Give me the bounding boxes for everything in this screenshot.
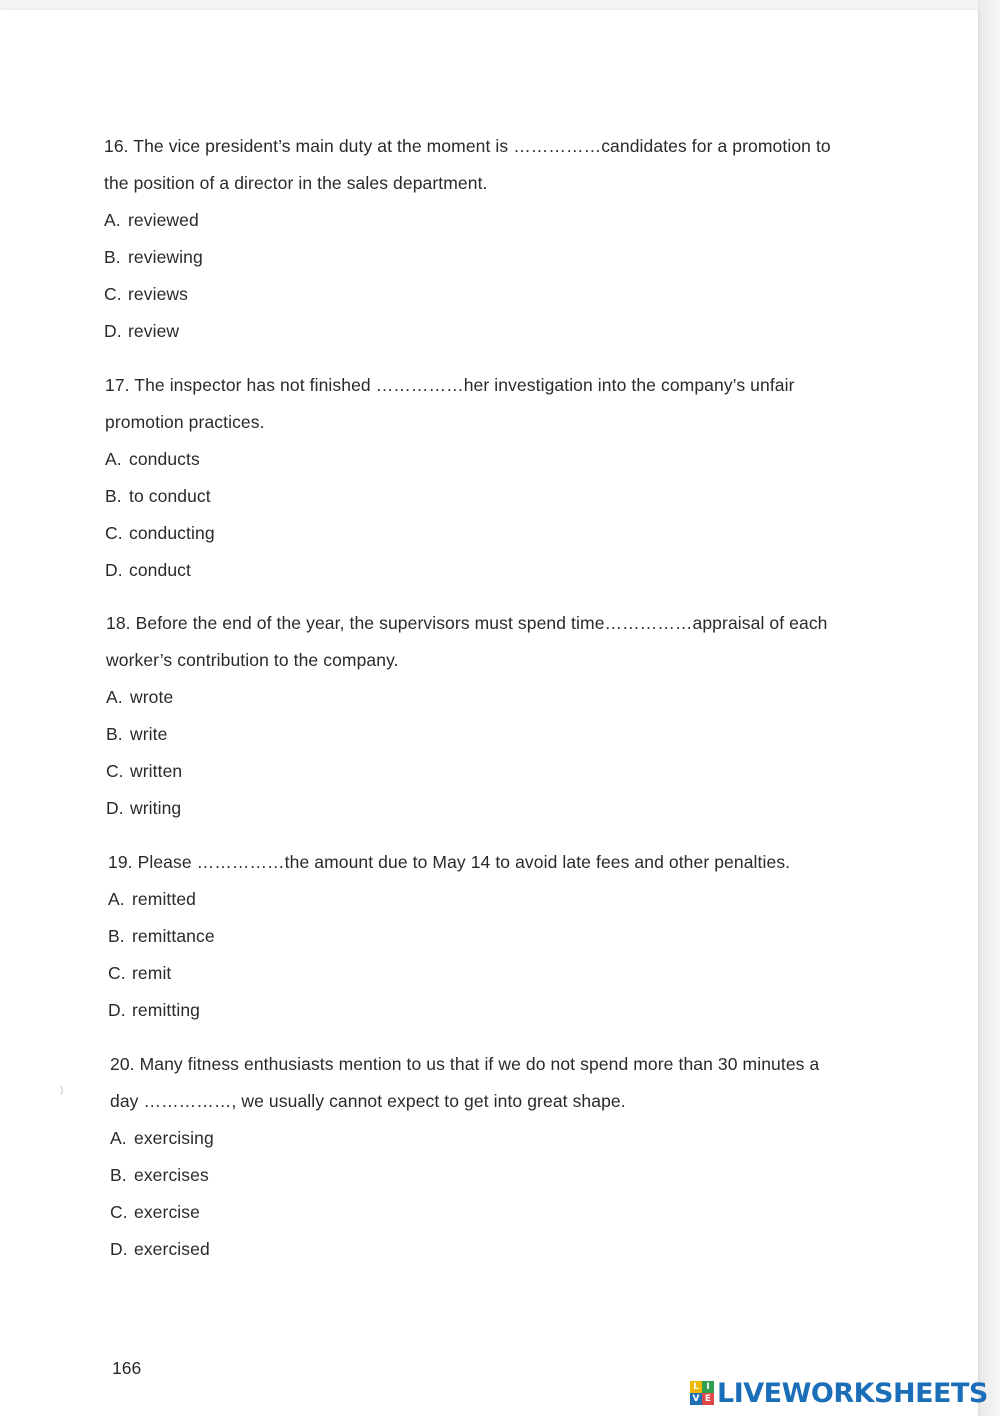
option-text: to conduct xyxy=(129,486,211,506)
answer-option-d[interactable] xyxy=(110,1237,819,1274)
option-letter: D. xyxy=(110,1239,128,1259)
question-20 xyxy=(110,1052,819,1274)
option-letter: C. xyxy=(105,523,123,543)
answer-option-d[interactable] xyxy=(105,558,795,595)
option-letter: C. xyxy=(110,1202,128,1222)
answer-option-a[interactable] xyxy=(104,208,831,245)
answer-option-c[interactable] xyxy=(110,1200,819,1237)
answer-option-d[interactable] xyxy=(108,998,790,1035)
question-stem-line: the position of a director in the sales department. xyxy=(104,173,488,193)
option-letter: A. xyxy=(110,1128,127,1148)
option-letter: D. xyxy=(108,1000,126,1020)
answer-option-d[interactable] xyxy=(104,319,831,356)
answer-option-c[interactable] xyxy=(104,282,831,319)
option-text: remitting xyxy=(132,1000,201,1020)
option-letter: D. xyxy=(104,321,122,341)
option-text: reviewing xyxy=(128,247,203,267)
option-text: exercises xyxy=(134,1165,209,1185)
option-letter: B. xyxy=(104,247,121,267)
option-text: exercising xyxy=(134,1128,214,1148)
brand-name: LIVEWORKSHEETS xyxy=(717,1377,988,1409)
answer-option-a[interactable] xyxy=(108,887,790,924)
answer-option-b[interactable] xyxy=(105,484,795,521)
answer-option-a[interactable] xyxy=(106,685,828,722)
question-stem-line: 17. The inspector has not finished ……………her investigation into the company’s unfair xyxy=(105,375,795,395)
answer-option-b[interactable] xyxy=(108,924,790,961)
option-letter: A. xyxy=(106,687,123,707)
option-letter: A. xyxy=(108,889,125,909)
option-letter: B. xyxy=(108,926,125,946)
option-letter: B. xyxy=(110,1165,127,1185)
answer-option-b[interactable] xyxy=(110,1163,819,1200)
page-number: 166 xyxy=(112,1358,142,1378)
option-text: reviews xyxy=(128,284,189,304)
option-letter: A. xyxy=(105,449,122,469)
worksheet-page xyxy=(0,10,978,1416)
option-text: wrote xyxy=(130,687,174,707)
answer-option-a[interactable] xyxy=(105,447,795,484)
option-text: writing xyxy=(130,798,182,818)
option-text: conduct xyxy=(129,560,191,580)
question-stem-line: 20. Many fitness enthusiasts mention to us that if we do not spend more than 30 minutes a xyxy=(110,1054,820,1074)
question-19 xyxy=(108,850,790,1035)
page-edge-shadow xyxy=(978,0,1000,1416)
liveworksheets-brand[interactable] xyxy=(690,1373,988,1413)
option-text: conducts xyxy=(129,449,200,469)
option-text: remit xyxy=(132,963,172,983)
option-text: exercised xyxy=(134,1239,210,1259)
liveworksheets-logo-icon: L I V E xyxy=(690,1381,714,1405)
question-stem-line: 18. Before the end of the year, the supervisors must spend time……………appraisal of each xyxy=(106,613,828,633)
option-letter: B. xyxy=(105,486,122,506)
option-letter: C. xyxy=(104,284,122,304)
option-text: write xyxy=(130,724,168,744)
answer-option-c[interactable] xyxy=(106,759,828,796)
answer-option-b[interactable] xyxy=(104,245,831,282)
answer-option-b[interactable] xyxy=(106,722,828,759)
option-letter: D. xyxy=(105,560,123,580)
question-17 xyxy=(105,373,795,595)
option-text: conducting xyxy=(129,523,215,543)
option-text: remitted xyxy=(132,889,197,909)
option-text: written xyxy=(130,761,183,781)
option-text: exercise xyxy=(134,1202,200,1222)
question-16 xyxy=(104,134,831,356)
question-stem-line: worker’s contribution to the company. xyxy=(106,650,399,670)
option-letter: D. xyxy=(106,798,124,818)
option-text: remittance xyxy=(132,926,215,946)
question-stem-line: 19. Please ……………the amount due to May 14 to avoid late fees and other penalties. xyxy=(108,852,791,872)
answer-option-d[interactable] xyxy=(106,796,828,833)
question-18 xyxy=(106,611,828,833)
answer-option-c[interactable] xyxy=(105,521,795,558)
option-letter: B. xyxy=(106,724,123,744)
question-stem-line: 16. The vice president’s main duty at the moment is ……………candidates for a promotion to xyxy=(104,136,831,156)
option-letter: A. xyxy=(104,210,121,230)
scan-speck: ) xyxy=(60,1085,64,1096)
option-text: reviewed xyxy=(128,210,199,230)
answer-option-c[interactable] xyxy=(108,961,790,998)
option-text: review xyxy=(128,321,180,341)
option-letter: C. xyxy=(106,761,124,781)
answer-option-a[interactable] xyxy=(110,1126,819,1163)
option-letter: C. xyxy=(108,963,126,983)
question-stem-line: promotion practices. xyxy=(105,412,265,432)
question-stem-line: day ……………, we usually cannot expect to get into great shape. xyxy=(110,1091,626,1111)
